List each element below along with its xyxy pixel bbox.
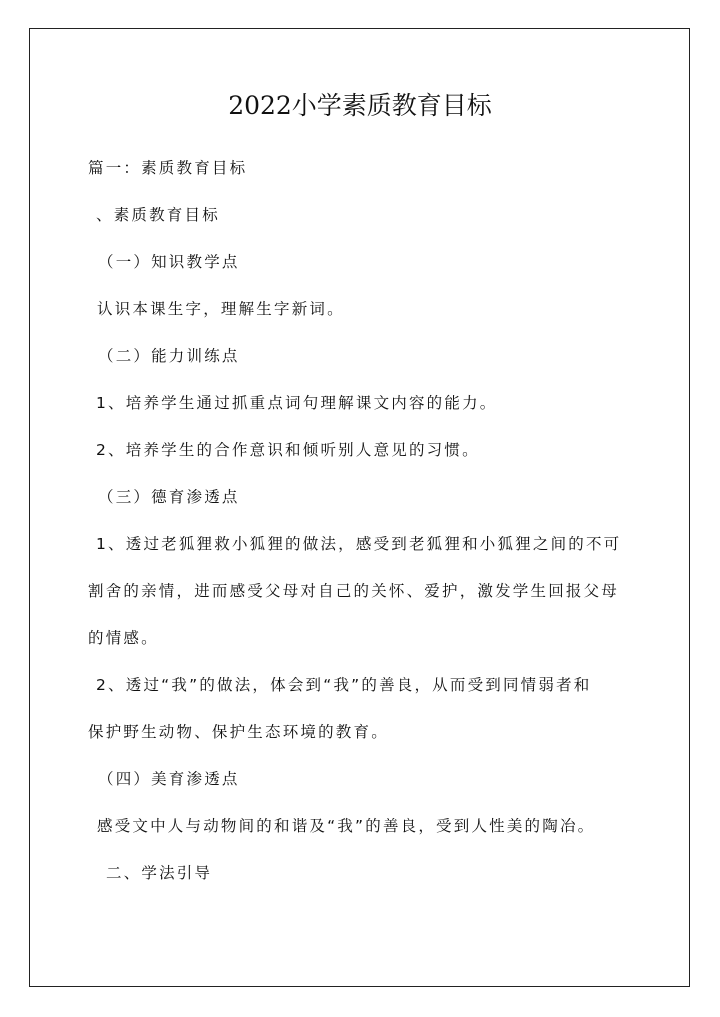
subsection-heading: 、素质教育目标 [96,206,220,224]
paragraph-line: 的情感。 [88,629,159,647]
document-title: 2022小学素质教育目标 [228,91,492,120]
paragraph-line: 2、透过“我”的做法，体会到“我”的善良，从而受到同情弱者和 [96,676,592,694]
subsection-heading: （三）德育渗透点 [98,488,240,506]
paragraph-line: 1、透过老狐狸救小狐狸的做法，感受到老狐狸和小狐狸之间的不可 [96,535,622,553]
subsection-heading: （一）知识教学点 [98,253,240,271]
section-heading: 篇一：素质教育目标 [88,159,248,177]
paragraph-line: 感受文中人与动物间的和谐及“我”的善良，受到人性美的陶冶。 [97,817,596,835]
subsection-heading: （二）能力训练点 [98,347,240,365]
paragraph-line: 割舍的亲情，进而感受父母对自己的关怀、爱护，激发学生回报父母 [88,582,620,600]
paragraph-line: 保护野生动物、保护生态环境的教育。 [88,723,389,741]
paragraph-line: 2、培养学生的合作意识和倾听别人意见的习惯。 [96,441,480,459]
paragraph-line: 1、培养学生通过抓重点词句理解课文内容的能力。 [96,394,498,412]
subsection-heading: （四）美育渗透点 [98,770,240,788]
paragraph-line: 认识本课生字，理解生字新词。 [97,300,345,318]
section-heading: 二、学法引导 [106,864,213,882]
